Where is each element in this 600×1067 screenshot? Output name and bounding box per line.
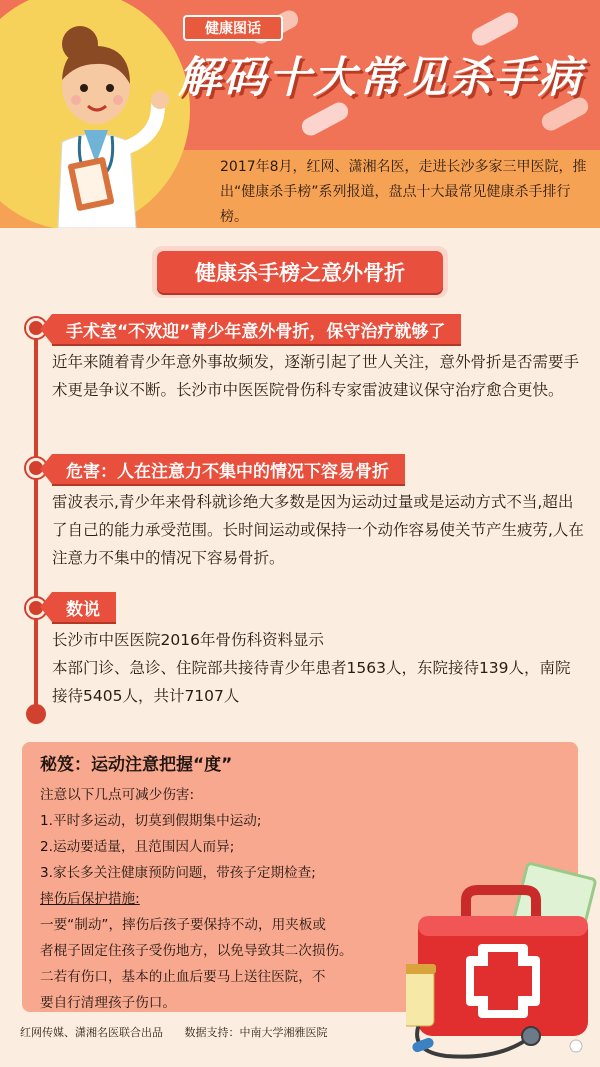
tips-advice: 一要“制动”，摔伤后孩子要保持不动，用夹板或: [40, 917, 326, 933]
tips-advice: 者棍子固定住孩子受伤地方，以免导致其二次损伤。: [40, 943, 353, 959]
page-title: 解码十大常见杀手病: [178, 53, 583, 103]
timeline-line: [34, 326, 38, 720]
pill-decoration: [299, 99, 352, 138]
header-kicker: 健康图话: [183, 15, 283, 41]
item-2-text: 雷波表示,青少年来骨科就诊绝大多数是因为运动过量或是运动方式不当,超出了自己的能力承受范围。长时间运动或保持一个动作容易使关节产生疲劳,人在注意力不集中的情况下容易骨折。: [52, 493, 584, 567]
item-3-line1: 长沙市中医医院2016年骨伤科资料显示: [52, 631, 324, 649]
tips-point: 3.家长多关注健康预防问题，带孩子定期检查;: [40, 865, 316, 881]
doctor-illustration: [18, 14, 188, 228]
pill-decoration: [469, 9, 522, 48]
timeline-end-dot: [26, 704, 46, 724]
item-3-text: [52, 626, 582, 710]
item-1-text: 近年来随着青少年意外事故频发，逐渐引起了世人关注，意外骨折是否需要手术更是争议不断。长沙市中医医院骨伤科专家雷波建议保守治疗愈合更快。: [52, 353, 580, 399]
tips-advice: 要自行清理孩子伤口。: [40, 995, 176, 1011]
tips-content: [40, 782, 420, 1016]
item-3-heading: 数说: [52, 592, 116, 622]
footer-support: 数据支持：中南大学湘雅医院: [184, 1026, 328, 1039]
footer-producer: 红网传媒、潇湘名医联合出品: [20, 1026, 163, 1039]
item-2-heading: 危害：人在注意力不集中的情况下容易骨折: [52, 454, 405, 484]
tips-lead: 注意以下几点可减少伤害:: [40, 787, 195, 803]
tips-point: 1.平时多运动，切莫到假期集中运动;: [40, 813, 262, 829]
header-banner: [0, 0, 600, 228]
section-title-label: 健康杀手榜之意外骨折: [157, 251, 443, 293]
section-title: [152, 246, 448, 298]
footer: [20, 1024, 346, 1040]
first-aid-kit-icon: [406, 860, 600, 1065]
tips-subtitle: 摔伤后保护措施:: [40, 891, 140, 907]
tips-advice: 二若有伤口，基本的止血后要马上送往医院，不: [40, 969, 326, 985]
tips-point: 2.运动要适量，且范围因人而异;: [40, 839, 235, 855]
item-3-line2: 本部门诊、急诊、住院部共接待青少年患者1563人，东院接待139人，南院接待5405人，共计7107人: [52, 659, 571, 705]
item-1-heading: 手术室“不欢迎”青少年意外骨折，保守治疗就够了: [52, 314, 461, 344]
tips-title: 秘笈：运动注意把握“度”: [40, 755, 233, 775]
intro-text: 2017年8月，红网、潇湘名医，走进长沙多家三甲医院，推出“健康杀手榜”系列报道，盘点十大最常见健康杀手排行榜。: [220, 159, 587, 225]
